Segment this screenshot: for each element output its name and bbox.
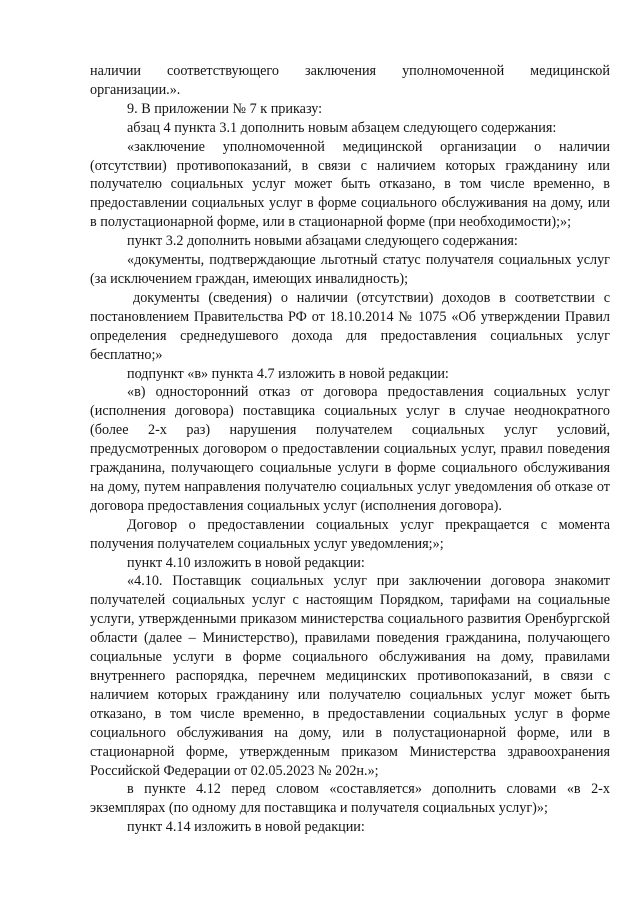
paragraph-quote-refusal: «в) односторонний отказ от договора предоставления социальных услуг (исполнения договора) поставщика социальных услуг в случае неоднократного (более 2-х раз) нарушения получателем социальных услуг условий, предусмотренных договором о предоставлении социальных услуг, правил поведения гражданина, получающего социальные услуги в форме социального обслуживания на дому, путем направления получателю социальных услуг уведомления об отказе от договора предоставления социальных услуг (исполнения договора).	[90, 384, 610, 514]
paragraph-item-9: 9. В приложении № 7 к приказу:	[127, 100, 323, 117]
paragraph-contract-termination: Договор о предоставлении социальных услуг прекращается с момента получения получателем социальных услуг уведомления;»;	[90, 516, 610, 552]
paragraph-quote-4-10: «4.10. Поставщик социальных услуг при заключении договора знакомит получателей социальных услуг с настоящим Порядком, тарифами на социальные услуги, утвержденными приказом министерства социального развития Оренбургской области (далее – Министерство), правилами поведения гражданина, получающего социальные услуги в форме социального обслуживания на дому, правилами внутреннего распорядка, перечнем медицинских противопоказаний, в связи с наличием которых гражданину или получателю социальных услуг может быть отказано, в том числе временно, в предоставлении социальных услуг в форме социального обслуживания на дому, или в полустационарной форме, или в стационарной форме, утвержденным приказом Министерства здравоохранения Российской Федерации от 02.05.2023 № 202н.»;	[90, 573, 610, 779]
paragraph-documents-income: документы (сведения) о наличии (отсутствии) доходов в соответствии с постановлением Правительства РФ от 18.10.2014 № 1075 «Об утверждении Правил определения среднедушевого дохода для предоставления социальных услуг бесплатно;»	[90, 289, 610, 363]
paragraph-quote-conclusion: «заключение уполномоченной медицинской организации о наличии (отсутствии) противопоказаний, в связи с наличием которых гражданину или получателю социальных услуг может быть отказано, в том числе временно, в предоставлении социальных услуг в форме социального обслуживания на дому, или в полустационарной форме, или в стационарной форме (при необходимости);»;	[90, 138, 610, 231]
paragraph-amend-4-10: пункт 4.10 изложить в новой редакции:	[127, 554, 365, 571]
paragraph-amend-4-14: пункт 4.14 изложить в новой редакции:	[127, 819, 365, 836]
paragraph-amend-3-1: абзац 4 пункта 3.1 дополнить новым абзацем следующего содержания:	[127, 119, 557, 136]
paragraph-amend-4-7: подпункт «в» пункта 4.7 изложить в новой редакции:	[127, 365, 449, 382]
paragraph-continuation: наличии соответствующего заключения уполномоченной медицинской организации.».	[90, 63, 610, 98]
paragraph-amend-4-12: в пункте 4.12 перед словом «составляется» дополнить словами «в 2-х экземплярах (по одному для поставщика и получателя социальных услуг)»;	[90, 781, 610, 817]
paragraph-quote-documents: «документы, подтверждающие льготный статус получателя социальных услуг (за исключением граждан, имеющих инвалидность);	[90, 252, 610, 287]
paragraph-amend-3-2: пункт 3.2 дополнить новыми абзацами следующего содержания:	[127, 233, 518, 250]
